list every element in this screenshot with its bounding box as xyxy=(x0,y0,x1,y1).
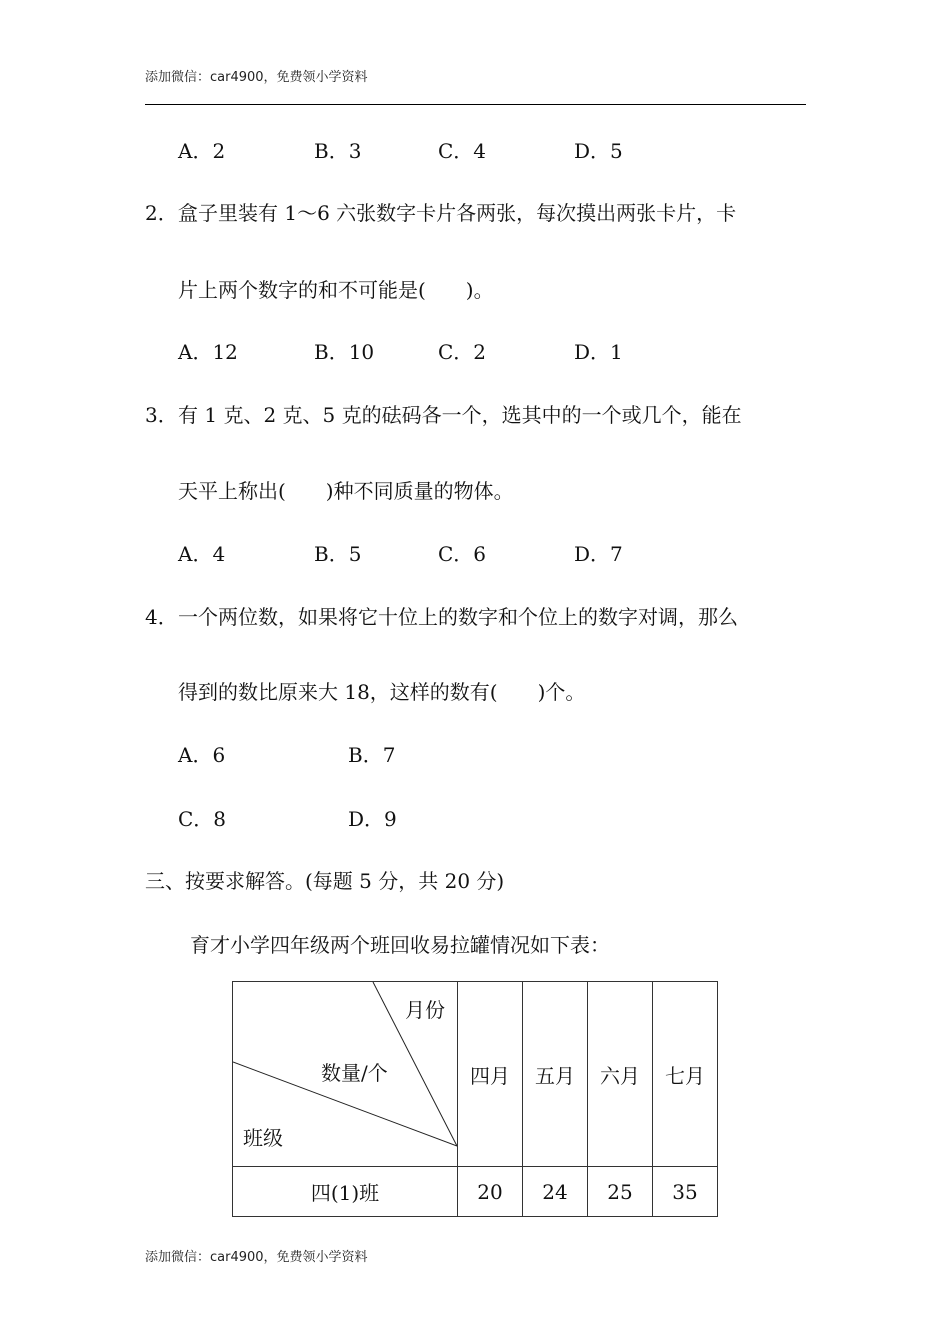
header-rule xyxy=(145,104,806,105)
q2-option-c: C．2 xyxy=(438,340,487,364)
q2-option-d: D．1 xyxy=(574,340,623,364)
q1-option-a: A．2 xyxy=(178,139,226,163)
q4-text-line1: 一个两位数，如果将它十位上的数字和个位上的数字对调，那么 xyxy=(178,605,738,629)
table-header-month: 四月 xyxy=(458,982,523,1167)
q3-number: 3． xyxy=(145,403,178,427)
recycling-table xyxy=(232,981,718,1217)
q4-option-b: B．7 xyxy=(348,743,396,767)
corner-label-month: 月份 xyxy=(405,998,445,1022)
table-header-row xyxy=(233,982,718,1167)
q4-option-d: D．9 xyxy=(348,807,397,831)
q3-option-d: D．7 xyxy=(574,542,623,566)
q2-option-b: B．10 xyxy=(314,340,375,364)
q4-number: 4． xyxy=(145,605,178,629)
page-header: 添加微信：car4900，免费领小学资料 xyxy=(145,70,368,85)
table-row xyxy=(233,1167,718,1217)
q4-text-line2: 得到的数比原来大 18，这样的数有( )个。 xyxy=(178,680,586,704)
q2-option-a: A．12 xyxy=(178,340,238,364)
table-header-month: 七月 xyxy=(653,982,718,1167)
q3-text-line1: 有 1 克、2 克、5 克的砝码各一个，选其中的一个或几个，能在 xyxy=(178,403,742,427)
table-cell: 35 xyxy=(653,1167,718,1217)
q1-option-d: D．5 xyxy=(574,139,623,163)
corner-label-quantity: 数量/个 xyxy=(321,1061,388,1085)
q2-number: 2． xyxy=(145,201,178,225)
q2-text-line2: 片上两个数字的和不可能是( )。 xyxy=(178,278,494,302)
table-header-month: 五月 xyxy=(523,982,588,1167)
q3-option-c: C．6 xyxy=(438,542,487,566)
page-footer: 添加微信：car4900，免费领小学资料 xyxy=(145,1250,368,1265)
section-3-title: 三、按要求解答。(每题 5 分，共 20 分) xyxy=(145,869,505,893)
q2-text-line1: 盒子里装有 1～6 六张数字卡片各两张，每次摸出两张卡片，卡 xyxy=(178,201,737,225)
table-cell: 25 xyxy=(588,1167,653,1217)
q1-option-b: B．3 xyxy=(314,139,362,163)
q4-option-a: A．6 xyxy=(178,743,226,767)
table-cell: 20 xyxy=(458,1167,523,1217)
q3-option-b: B．5 xyxy=(314,542,362,566)
table-header-month: 六月 xyxy=(588,982,653,1167)
table-cell: 24 xyxy=(523,1167,588,1217)
q1-option-c: C．4 xyxy=(438,139,487,163)
q3-text-line2: 天平上称出( )种不同质量的物体。 xyxy=(178,479,514,503)
corner-label-class: 班级 xyxy=(243,1126,283,1150)
table-corner-cell xyxy=(233,982,458,1167)
q4-option-c: C．8 xyxy=(178,807,227,831)
q3-option-a: A．4 xyxy=(178,542,226,566)
table-row-label: 四(1)班 xyxy=(233,1167,458,1217)
section-3-intro: 育才小学四年级两个班回收易拉罐情况如下表： xyxy=(190,933,610,957)
